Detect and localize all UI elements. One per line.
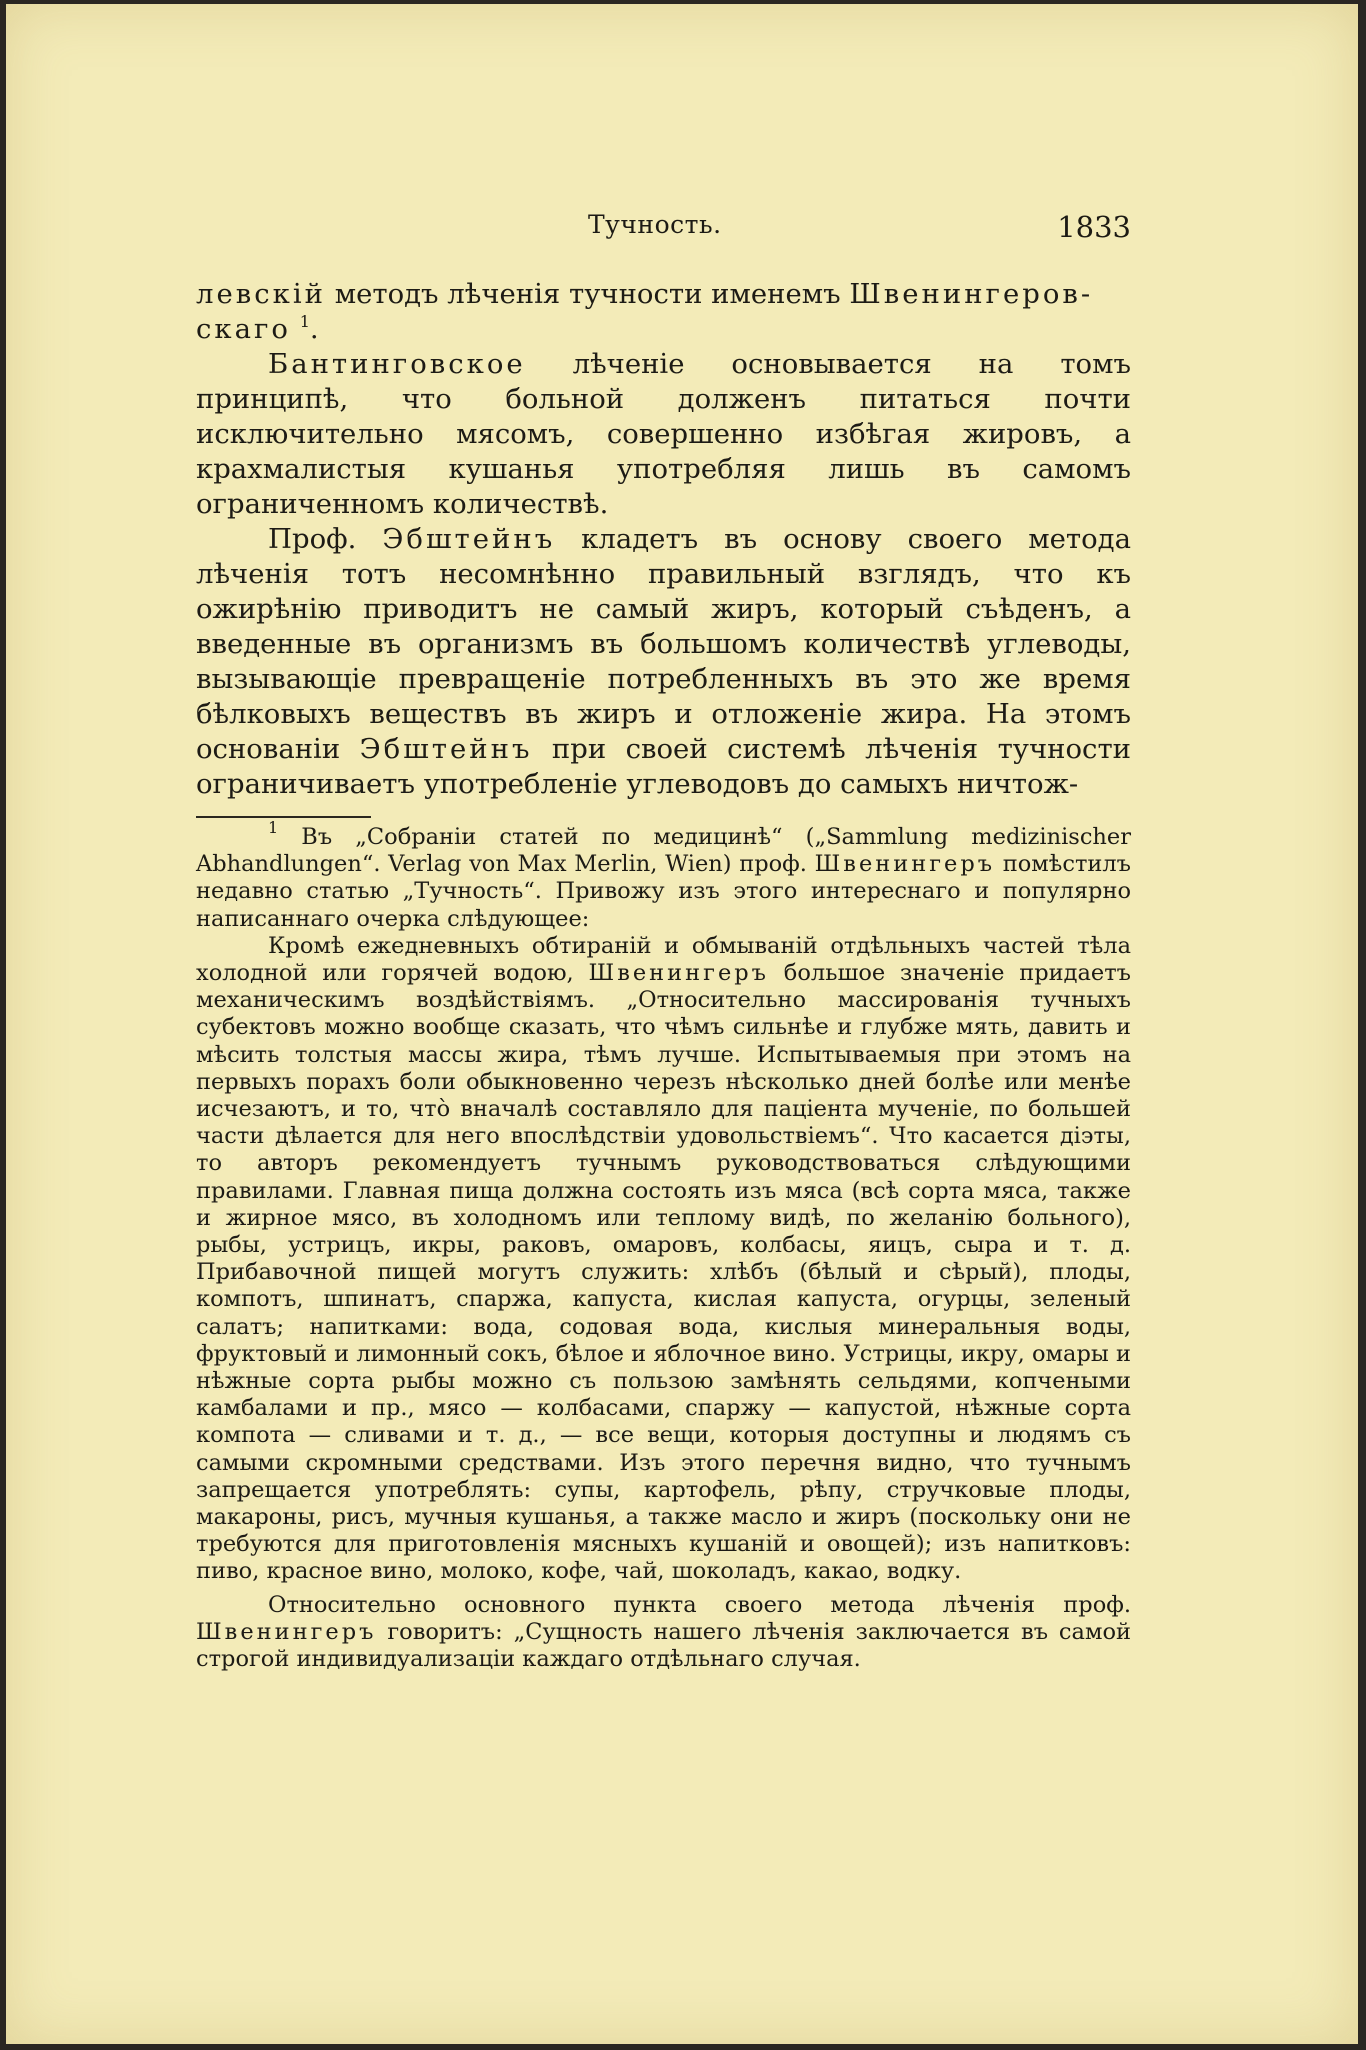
footnote-paragraph-1 xyxy=(196,818,1131,933)
text-run: помѣстилъ недавно статью „Тучность“. Привожу изъ этого интереснаго и популярно написаннаго очерка слѣдующее: xyxy=(196,851,1131,932)
text-run: Проф. xyxy=(268,523,383,555)
text-run: при своей системѣ лѣченія тучности ограничиваетъ употребленіе углеводовъ до самыхъ ничтож- xyxy=(196,733,1131,800)
text-run: . xyxy=(309,313,319,345)
footnote-paragraph-2 xyxy=(196,933,1131,1586)
page-header xyxy=(196,204,1131,244)
running-title: Тучность. xyxy=(588,210,722,239)
spaced-name: Эбштейнъ xyxy=(359,733,533,765)
text-run: кладетъ въ основу своего метода лѣченія тотъ несомнѣнно правильный взглядъ, что къ ожирѣнію приводитъ не самый жиръ, который съѣденъ, а введенные въ организмъ въ большомъ количествѣ углеводы, вызывающіе превращеніе потребленныхъ въ это же время бѣлковыхъ веществъ въ жиръ и отложеніе жира. На этомъ основаніи xyxy=(196,523,1131,765)
spaced-name: Швенингеръ xyxy=(814,851,996,878)
paragraph-2 xyxy=(196,347,1131,522)
spaced-name: Эбштейнъ xyxy=(382,523,556,555)
spaced-name: скаго xyxy=(196,313,291,345)
spaced-name: Швенингеров- xyxy=(849,278,1094,310)
spaced-name: Швенингеръ xyxy=(588,960,769,987)
spaced-word: левскій xyxy=(196,278,326,310)
footnote xyxy=(196,818,1131,1673)
paragraph-1 xyxy=(196,277,1131,347)
text-run: Кромѣ ежедневныхъ обтираній и обмываній отдѣльныхъ частей тѣла холодной или горячей водою, xyxy=(196,932,1131,987)
footnote-paragraph-3 xyxy=(196,1592,1131,1674)
footnote-reference: 1 xyxy=(299,312,310,331)
text-run: Въ „Собраніи статей по медицинѣ“ („Sammlung medizinischer Abhandlungen“. Verlag von Max Merlin, Wien) проф. xyxy=(196,824,1131,878)
book-page xyxy=(6,4,1358,2044)
paragraph-3 xyxy=(196,522,1131,802)
text-run: большое значеніе придаетъ механическимъ воздѣйствіямъ. „Относительно массированія тучныхъ субектовъ можно вообще сказать, что чѣмъ сильнѣе и глубже мять, давить и мѣсить толстыя массы жира, тѣмъ лучше. Испытываемыя при этомъ на первыхъ порахъ боли обыкновенно черезъ нѣсколько дней болѣе или менѣе исчезаютъ, и то, чтò вначалѣ составляло для паціента мученіе, по большей части дѣлается для него впослѣдствіи удовольствіемъ“. Что касается діэты, то авторъ рекомендуетъ тучнымъ руководствоваться слѣдующими правилами. Главная пища должна состоять изъ мяса (всѣ сорта мяса, также и жирное мясо, въ холодномъ или теплому видѣ, по желанію больного), рыбы, устрицъ, икры, раковъ, омаровъ, колбасы, яицъ, сыра и т. д. Прибавочной пищей могутъ служить: хлѣбъ (бѣлый и сѣрый), плоды, компотъ, шпинатъ, спаржа, капуста, кислая капуста, огурцы, зеленый салатъ; напитками: вода, содовая вода, кислыя минеральныя воды, фруктовый и лимонный сокъ, бѣлое и яблочное вино. Устрицы, икру, омары и нѣжные сорта рыбы можно съ пользою замѣнять сельдями, копчеными камбалами и пр., мясо — колбасами, спаржу — капустой, нѣжные сорта компота — сливами и т. д., — все вещи, которыя доступны и людямъ съ самыми скромными средствами. Изъ этого перечня видно, что тучнымъ запрещается употреблять: супы, картофель, рѣпу, стручковые плоды, макароны, рисъ, мучныя кушанья, а также масло и жиръ (поскольку они не требуются для приготовленія мясныхъ кушаній и овощей); изъ напитковъ: пиво, красное вино, молоко, кофе, чай, шоколадъ, какао, водку. xyxy=(196,960,1131,1585)
main-text xyxy=(196,277,1131,802)
page-number: 1833 xyxy=(1057,210,1131,244)
footnote-marker: 1 xyxy=(268,818,279,837)
text-run: методъ лѣченія тучности именемъ xyxy=(325,278,850,310)
spaced-name: Бантинговское xyxy=(268,348,526,380)
text-run: лѣченіе основывается на томъ принципѣ, что больной долженъ питаться почти исключительно мясомъ, совершенно избѣгая жировъ, а крахмалистыя кушанья употребляя лишь въ самомъ ограниченномъ количествѣ. xyxy=(196,348,1131,520)
footnote-divider xyxy=(196,816,371,818)
text-run: Относительно основного пункта своего метода лѣченія проф. xyxy=(268,1591,1131,1618)
text-run: говоритъ: „Сущность нашего лѣченія заключается въ самой строгой индивидуализаціи каждаго отдѣльнаго случая. xyxy=(196,1618,1131,1673)
spaced-name: Швенингеръ xyxy=(196,1618,377,1645)
